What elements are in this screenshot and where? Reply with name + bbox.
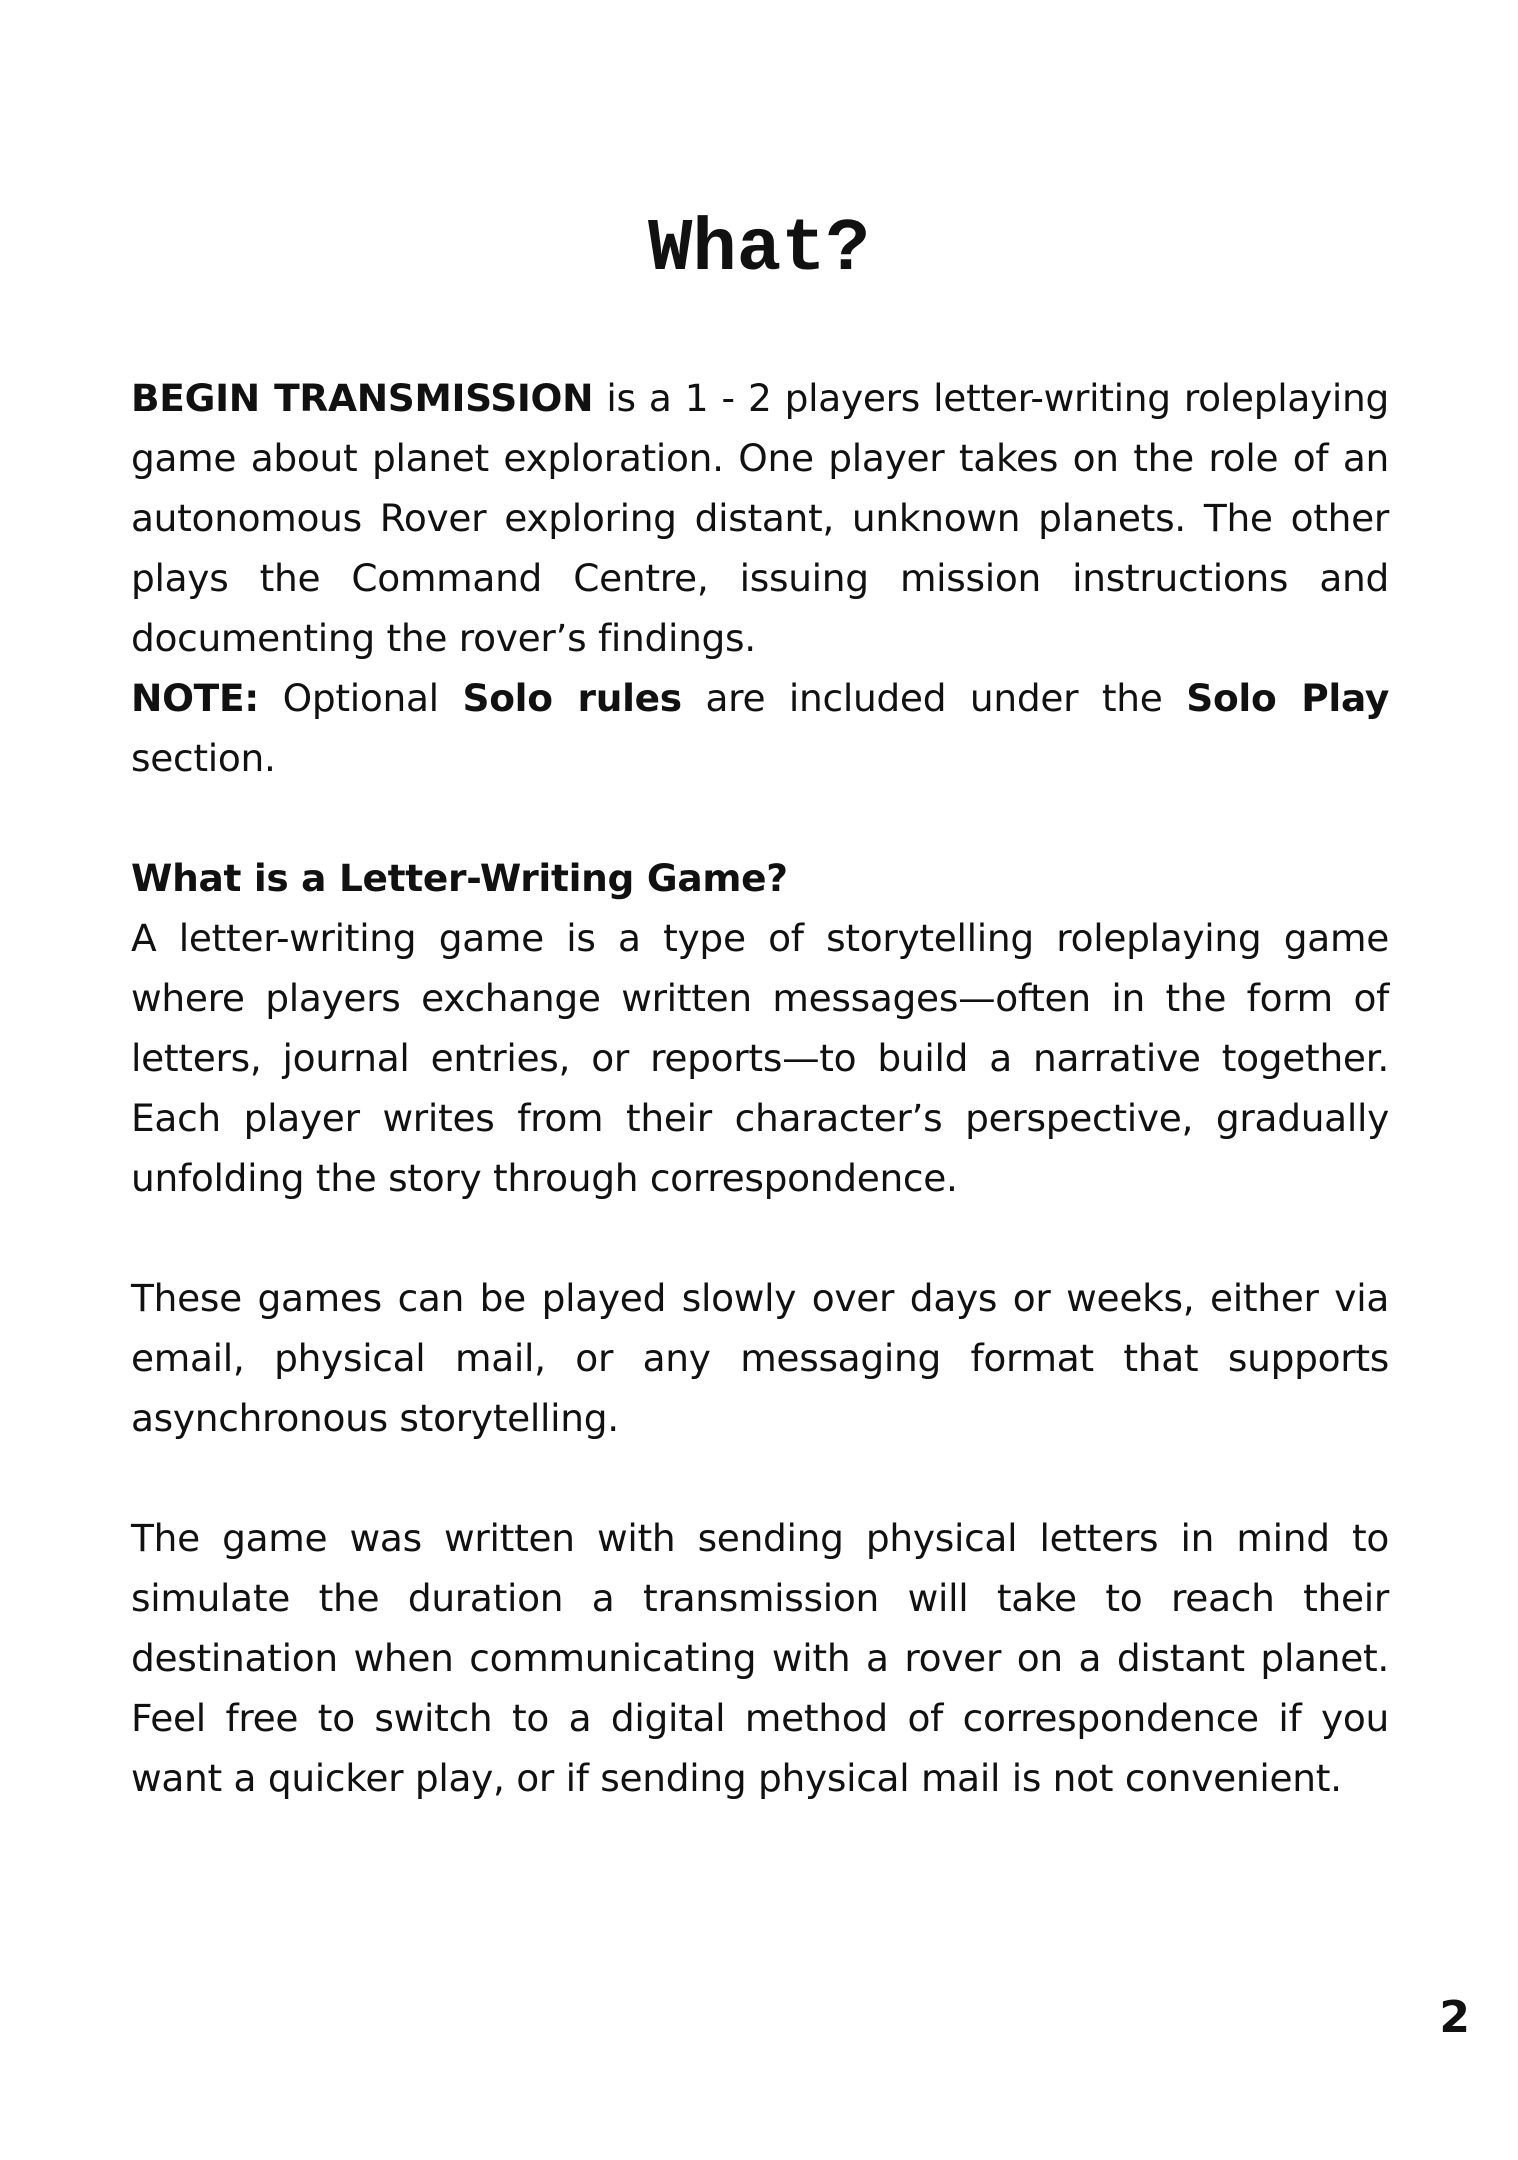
section-paragraph-2: These games can be played slowly over days or weeks, either via email, physical mail, or any messaging format that supports asynchronous storytelling.	[131, 1276, 1389, 1440]
section-heading: What is a Letter-Writing Game?	[131, 856, 788, 900]
note-label: NOTE:	[131, 676, 259, 720]
spacer	[131, 1448, 1389, 1508]
section-paragraph-3: The game was written with sending physical letters in mind to simulate the duration a transmission will take to reach their destination when communicating with a rover on a distant planet. Feel free to switch to a digital method of correspondence if you want a quicker play, or if sending physical mail is not convenient.	[131, 1516, 1389, 1800]
note-paragraph	[131, 668, 1389, 788]
intro-paragraph	[131, 368, 1389, 668]
note-text-2: are included under the	[681, 676, 1187, 720]
spacer	[131, 1208, 1389, 1268]
section-paragraph-1: A letter-writing game is a type of storytelling roleplaying game where players exchange written messages—often in the form of letters, journal entries, or reports—to build a narrative together. Each player writes from their character’s perspective, gradually unfolding the story through correspondence.	[131, 916, 1389, 1200]
page-number: 2	[1439, 1992, 1470, 2043]
solo-rules-term: Solo rules	[462, 676, 682, 720]
note-text-3: section.	[131, 736, 276, 780]
solo-play-term: Solo Play	[1186, 676, 1389, 720]
intro-text: is a 1 - 2 players letter-writing roleplaying game about planet exploration. One player takes on the role of an autonomous Rover exploring distant, unknown planets. The other plays the Command Centre, issuing mission instructions and documenting the rover’s findings.	[131, 376, 1389, 660]
page-body	[131, 368, 1389, 1808]
game-name: BEGIN TRANSMISSION	[131, 376, 594, 420]
note-text-1: Optional	[258, 676, 463, 720]
page-title: What?	[647, 208, 871, 292]
spacer	[131, 788, 1389, 848]
